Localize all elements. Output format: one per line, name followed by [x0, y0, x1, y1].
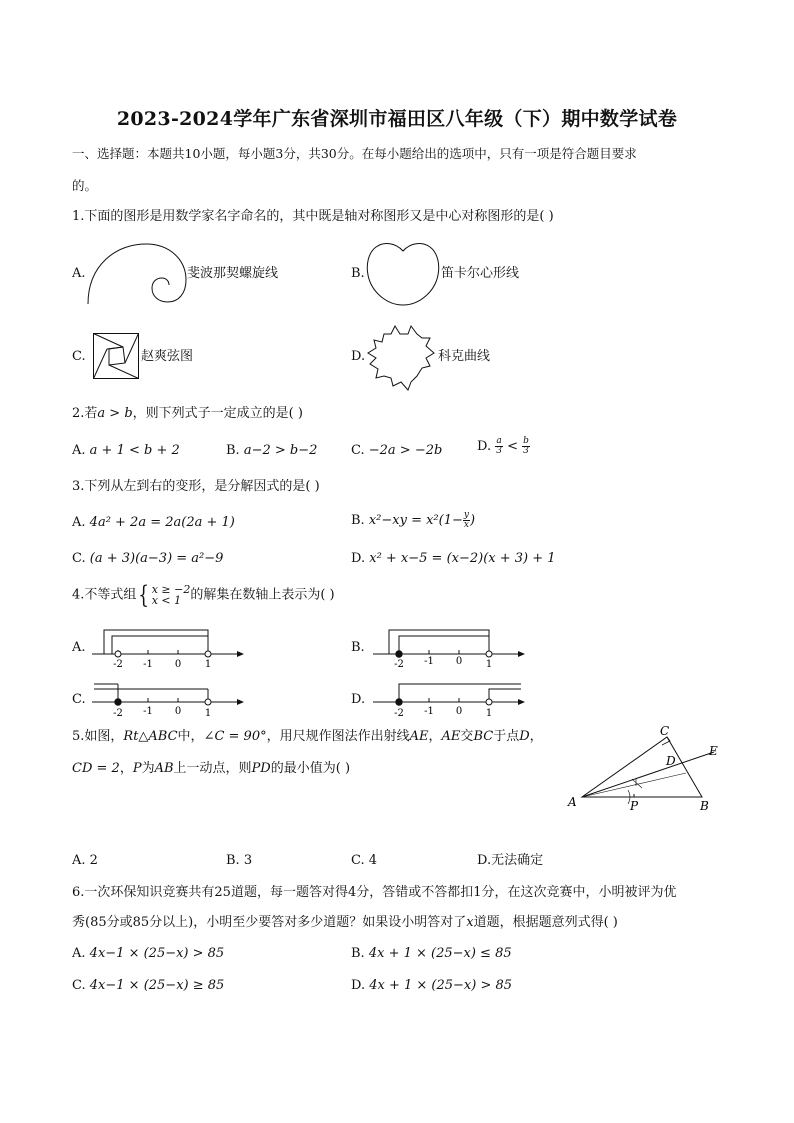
q2-stem [72, 406, 303, 422]
q2-option-c-letter: C. [351, 443, 365, 458]
q1-option-a-text: 斐波那契螺旋线 [187, 266, 279, 281]
page-title: 2023-2024学年广东省深圳市福田区八年级（下）期中数学试卷 [116, 108, 678, 130]
q3-option-b-fraction: $\frac{y}{x}$ [463, 510, 469, 530]
koch-curve-figure [364, 320, 438, 392]
tick-label: -2 [394, 708, 404, 719]
tick-label: -2 [113, 659, 123, 670]
tick-label: -1 [424, 656, 434, 667]
q2-option-d [477, 437, 530, 456]
section-heading-line2: 的。 [72, 178, 98, 193]
q2-option-a-math: a + 1 < b + 2 [89, 443, 180, 458]
q5-option-c: C. 4 [351, 853, 378, 868]
q1-option-c-text: 赵爽弦图 [141, 349, 194, 364]
label-p: P [630, 799, 639, 813]
q1-option-d-letter: D. [351, 349, 366, 364]
q1-option-b-text: 笛卡尔心形线 [441, 266, 520, 281]
number-line-d [371, 676, 527, 722]
q5-option-d: D.无法确定 [477, 853, 544, 868]
q6-option-b: B. 4x + 1 × (25−x) ≤ 85 [351, 946, 512, 961]
q1-option-d-text: 科克曲线 [438, 349, 491, 364]
q4-option-d-letter: D. [351, 692, 366, 707]
q4-option-b-letter: B. [351, 640, 365, 655]
section-heading-line1: 一、选择题：本题共10小题，每小题3分，共30分。在每小题给出的选项中，只有一项是符合题目要求 [72, 146, 637, 161]
q2-option-b-letter: B. [226, 443, 240, 458]
tick-label: 1 [485, 659, 493, 670]
tick-label: 0 [174, 659, 182, 670]
q4-system: x ≥ −2 x < 1 [151, 583, 191, 607]
tick-label: 0 [455, 706, 463, 717]
label-c: C [660, 724, 670, 738]
q2-option-b [226, 443, 317, 459]
q2-stem-post: ，则下列式子一定成立的是( ) [132, 406, 303, 421]
tick-label: -1 [143, 659, 153, 670]
q3-option-c: C. (a + 3)(a−3) = a²−9 [72, 551, 224, 566]
q3-option-b: B. x²−xy = x²(1− $\frac{y}{x}$ ) [351, 510, 476, 530]
q2-option-d-fraction-b: $\frac{b}{3}$ [523, 436, 529, 456]
tick-label: 0 [174, 706, 182, 717]
q4-option-c-letter: C. [72, 692, 86, 707]
label-d: D [666, 754, 676, 768]
number-line-c [90, 676, 246, 722]
tick-label: 1 [204, 708, 212, 719]
tick-label: -1 [143, 706, 153, 717]
number-line-b [371, 624, 527, 670]
tick-label: 0 [455, 656, 463, 667]
zhao-shuang-diagram-figure [93, 333, 139, 379]
q1-option-c-letter: C. [72, 349, 86, 364]
tick-label: 1 [204, 659, 212, 670]
q2-stem-pre: 2.若 [72, 406, 98, 421]
cardioid-figure [366, 241, 440, 307]
q4-option-a-letter: A. [72, 640, 86, 655]
q1-option-a-letter: A. [72, 266, 86, 281]
q2-option-d-relation: < [507, 439, 519, 454]
number-line-a [90, 624, 246, 670]
tick-label: -2 [394, 659, 404, 670]
label-b: B [700, 799, 709, 813]
q5-stem-line1: 5.如图，Rt△ABC中，∠C = 90°，用尺规作图法作出射线AE，AE交BC于点D， [72, 729, 543, 744]
tick-label: 1 [485, 708, 493, 719]
q2-option-d-fraction-a: $\frac{a}{3}$ [496, 436, 502, 456]
q6-option-a: A. 4x−1 × (25−x) > 85 [72, 946, 225, 961]
q6-stem-line1: 6.一次环保知识竞赛共有25道题，每一题答对得4分，答错或不答都扣1分，在这次竞赛中，小明被评为优 [72, 885, 677, 900]
brace-symbol: { [138, 581, 150, 609]
q2-stem-math: a > b [97, 406, 133, 421]
q5-option-b: B. 3 [226, 853, 253, 868]
q2-option-c-math: −2a > −2b [368, 443, 443, 458]
q2-option-a [72, 443, 180, 459]
triangle-figure [566, 724, 726, 816]
q6-option-d: D. 4x + 1 × (25−x) > 85 [351, 978, 513, 993]
q5-option-a: A. 2 [72, 853, 98, 868]
q3-option-a: A. 4a² + 2a = 2a(2a + 1) [72, 515, 235, 530]
q2-option-c [351, 443, 442, 459]
q6-option-c: C. 4x−1 × (25−x) ≥ 85 [72, 978, 225, 993]
q3-option-d: D. x² + x−5 = (x−2)(x + 3) + 1 [351, 551, 556, 566]
tick-label: -1 [424, 706, 434, 717]
q4-stem: 4.不等式组{ x ≥ −2 x < 1 的解集在数轴上表示为( ) [72, 581, 335, 609]
q2-option-a-letter: A. [72, 443, 86, 458]
q1-stem: 1.下面的图形是用数学家名字命名的，其中既是轴对称图形又是中心对称图形的是( ) [72, 209, 554, 224]
q3-stem: 3.下列从左到右的变形，是分解因式的是( ) [72, 479, 320, 494]
q6-stem-line2: 秀(85分或85分以上)，小明至少要答对多少道题？如果设小明答对了x道题，根据题意列式得( ) [72, 915, 618, 930]
label-e: E [709, 744, 718, 758]
q5-stem-line2: CD = 2，P为AB上一动点，则PD的最小值为( ) [72, 761, 351, 776]
fibonacci-spiral-figure [84, 240, 188, 310]
q1-option-b-letter: B. [351, 266, 365, 281]
q2-option-b-math: a−2 > b−2 [243, 443, 318, 458]
q2-option-d-letter: D. [477, 439, 492, 454]
label-a: A [568, 795, 577, 809]
tick-label: -2 [113, 708, 123, 719]
